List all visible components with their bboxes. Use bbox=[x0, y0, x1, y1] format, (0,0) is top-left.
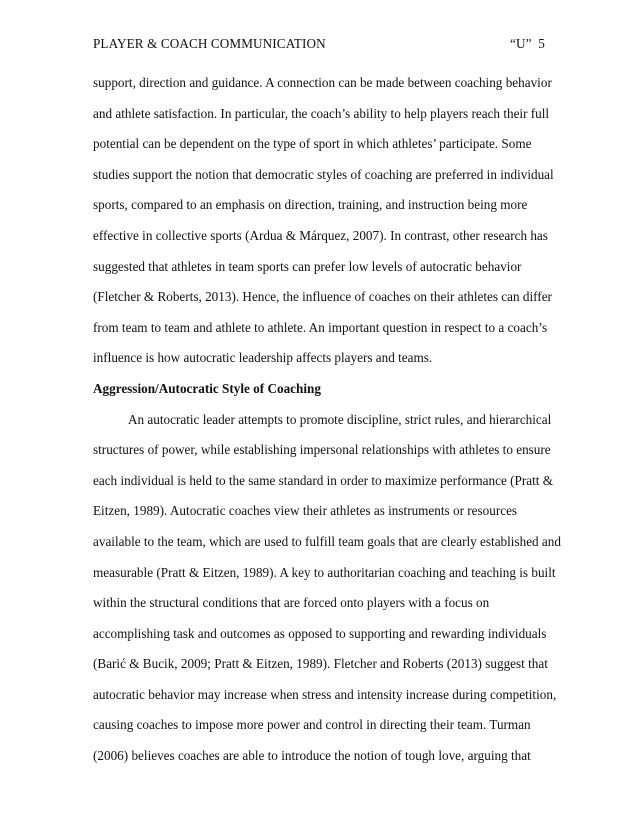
text-line: accomplishing task and outcomes as opposed to supporting and rewarding individuals bbox=[93, 625, 547, 641]
text-line: An autocratic leader attempts to promote discipline, strict rules, and hierarchical bbox=[128, 411, 552, 427]
page-number: 5 bbox=[538, 36, 545, 51]
text-line: causing coaches to impose more power and control in directing their team. Turman bbox=[93, 717, 531, 733]
text-line: effective in collective sports (Ardua & Márquez, 2007). In contrast, other research has bbox=[93, 227, 548, 243]
text-line: (2006) believes coaches are able to introduce the notion of tough love, arguing that bbox=[93, 748, 531, 764]
text-line: available to the team, which are used to fulfill team goals that are clearly established and bbox=[93, 533, 561, 549]
text-line: (Barić & Bucik, 2009; Pratt & Eitzen, 1989). Fletcher and Roberts (2013) suggest that bbox=[93, 656, 548, 672]
text-line: within the structural conditions that are forced onto players with a focus on bbox=[93, 595, 490, 611]
running-head-title: PLAYER & COACH COMMUNICATION bbox=[93, 36, 326, 51]
text-line: potential can be dependent on the type of sport in which athletes’ participate. Some bbox=[93, 136, 532, 152]
text-line: studies support the notion that democratic styles of coaching are preferred in individual bbox=[93, 166, 554, 182]
text-line: measurable (Pratt & Eitzen, 1989). A key to authoritarian coaching and teaching is built bbox=[93, 564, 556, 580]
text-line: suggested that athletes in team sports can prefer low levels of autocratic behavior bbox=[93, 258, 522, 274]
text-line: structures of power, while establishing impersonal relationships with athletes to ensure bbox=[93, 442, 551, 458]
text-line: influence is how autocratic leadership affects players and teams. bbox=[93, 350, 433, 366]
running-head bbox=[93, 36, 545, 56]
text-line: (Fletcher & Roberts, 2013). Hence, the influence of coaches on their athletes can differ bbox=[93, 289, 552, 305]
text-line: and athlete satisfaction. In particular, the coach’s ability to help players reach their full bbox=[93, 105, 550, 121]
text-line: Eitzen, 1989). Autocratic coaches view their athletes as instruments or resources bbox=[93, 503, 518, 519]
text-line: each individual is held to the same standard in order to maximize performance (Pratt & bbox=[93, 472, 553, 488]
running-head-short-title: “U” bbox=[510, 36, 532, 51]
text-line: support, direction and guidance. A connection can be made between coaching behavior bbox=[93, 75, 552, 90]
text-line: from team to team and athlete to athlete. An important question in respect to a coach’s bbox=[93, 319, 548, 335]
text-line: sports, compared to an emphasis on direction, training, and instruction being more bbox=[93, 197, 528, 213]
section-heading: Aggression/Autocratic Style of Coaching bbox=[93, 380, 321, 396]
text-line: autocratic behavior may increase when stress and intensity increase during competition, bbox=[93, 686, 557, 702]
body-text bbox=[93, 68, 561, 772]
